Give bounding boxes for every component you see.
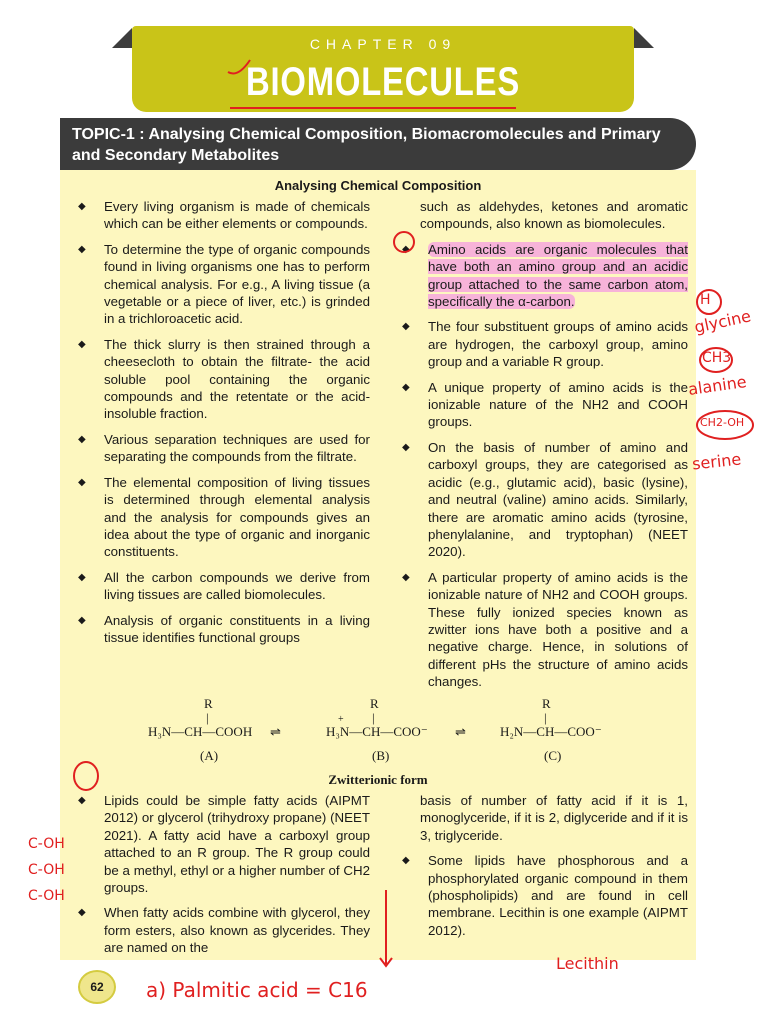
list-item: ◆ The thick slurry is then strained through a cheesecloth to obtain the filtrate- the acid soluble pool containing the organic compounds and the retentate or the acid-insoluble fraction. [78,336,370,422]
handwritten-note: a) Palmitic acid = C16 [146,978,368,1002]
bullet-icon: ◆ [402,321,410,333]
label-c: (C) [544,748,562,763]
section-heading: Analysing Chemical Composition [274,178,482,193]
bullet-icon: ◆ [78,571,86,583]
formula-b: H₃N—CH—COO⁻ [326,724,428,739]
handwritten-note: Lecithin [556,954,619,973]
formula-a: H₃N—CH—COOH [148,724,253,739]
page-number: 62 [78,970,116,1004]
handwritten-note: C-OH [28,836,65,852]
chapter-title: BIOMOLECULES [245,60,521,104]
r-group-label: R [542,696,551,711]
list-item: ◆ Some lipids have phosphorous and a phosphorylated organic compound in them (phospholipids) and are found in cell membrane. Lecithin is one example (AIPMT 2012). [402,853,688,938]
handwritten-note: C-OH [28,888,65,904]
circle-mark [697,411,753,439]
list-item: ◆ All the carbon compounds we derive from living tissues are called biomolecules. [78,569,370,603]
handwritten-note: CH3 [702,350,732,366]
list-item: ◆ Lipids could be simple fatty acids (AIPMT 2012) or glycerol (trihydroxy propane) (NEET 2021). A fatty acid have a carboxyl group attached to an R group. The R group could be a methyl, ethyl or a higher number of CH2 groups. [78,793,370,896]
bond-line: | [206,710,209,725]
circle-mark [394,232,414,252]
list-item: ◆ To determine the type of organic compounds found in living organisms one has to perform chemical analysis. For e.g., A living tissue (a vegetable or a piece of liver, etc.) is grinded in a trichloroacetic acid. [78,241,370,327]
list-item: ◆ A particular property of amino acids is the ionizable nature of NH2 and COOH groups. These fully ionized species known as zwitter ions have both a positive and a negative charge. Hence, in solutions of different pHs the structure of amino acids changes. [402,569,688,690]
bullet-icon: ◆ [78,614,86,626]
list-item: ◆ On the basis of number of amino and carboxyl groups, they are categorised as acidic (e.g., glutamic acid), basic (lysine), and neutral (valine) amino acids. Similarly, there are aromatic amino acids (tyrosine, phenylalanine, and tryptophan) (NEET 2020). [402,439,688,560]
circle-mark [74,762,98,790]
bullet-icon: ◆ [402,243,410,255]
continued-text: such as aldehydes, ketones and aromatic compounds, also known as biomolecules. [420,199,688,232]
handwritten-note: glycine [692,306,753,337]
label-b: (B) [372,748,390,763]
label-a: (A) [200,748,219,763]
equilibrium-arrow-icon: ⇌ [455,724,466,739]
list-item: ◆ Analysis of organic constituents in a living tissue identifies functional groups [78,612,370,645]
zwitterion-caption: Zwitterionic form [328,772,428,787]
chapter-label: CHAPTER 09 [309,36,457,52]
bond-line: | [372,710,375,725]
circle-mark [697,290,721,314]
bullet-icon: ◆ [78,433,86,445]
list-item: ◆ When fatty acids combine with glycerol, they form esters, also known as glycerides. They are named on the [78,905,370,956]
bullet-icon: ◆ [78,907,86,919]
handwritten-note: CH2-OH [700,416,745,429]
list-item: ◆ Amino acids are organic molecules that have both an amino group and an acidic group attached to the same carbon atom, specifically the α-carbon. [402,241,688,310]
bullet-icon: ◆ [78,476,86,488]
handwritten-note: C-OH [28,862,65,878]
list-item: ◆ The elemental composition of living tissues is determined through elemental analysis and the analysis for compounds gives an idea about the type of organic and inorganic constituents. [78,474,370,560]
list-item: ◆ Various separation techniques are used for separating the compounds from the filtrate. [78,431,370,465]
check-mark-icon [228,60,250,74]
bullet-icon: ◆ [402,381,410,393]
bullet-icon: ◆ [402,855,410,867]
r-group-label: R [370,696,379,711]
r-group-label: R [204,696,213,711]
formula-c: H₂N—CH—COO⁻ [500,724,602,739]
handwritten-note: alanine [686,372,748,399]
topic-title: TOPIC-1 : Analysing Chemical Composition, Biomacromolecules and Primary and Secondary Metabolites [72,126,661,164]
continued-text: basis of number of fatty acid if it is 1, monoglyceride, if it is 2, diglyceride and if it is 3, triglyceride. [420,793,688,843]
handwritten-note: serine [691,449,743,474]
bullet-icon: ◆ [78,243,86,255]
bullet-icon: ◆ [78,338,86,350]
handwritten-note: H [700,292,711,308]
plus-sign: + [338,714,344,725]
list-item: ◆ The four substituent groups of amino acids are hydrogen, the carboxyl group, amino group and a variable R group. [402,319,688,370]
bullet-icon: ◆ [402,571,410,583]
equilibrium-arrow-icon: ⇌ [270,724,281,739]
bullet-icon: ◆ [78,201,86,212]
list-item: ◆ Every living organism is made of chemicals which can be either elements or compounds. [78,199,370,232]
bond-line: | [544,710,547,725]
circle-mark [700,348,732,372]
list-item: ◆ A unique property of amino acids is the ionizable nature of the NH2 and COOH groups. [402,379,688,430]
bullet-icon: ◆ [402,441,410,453]
bullet-icon: ◆ [78,795,86,806]
